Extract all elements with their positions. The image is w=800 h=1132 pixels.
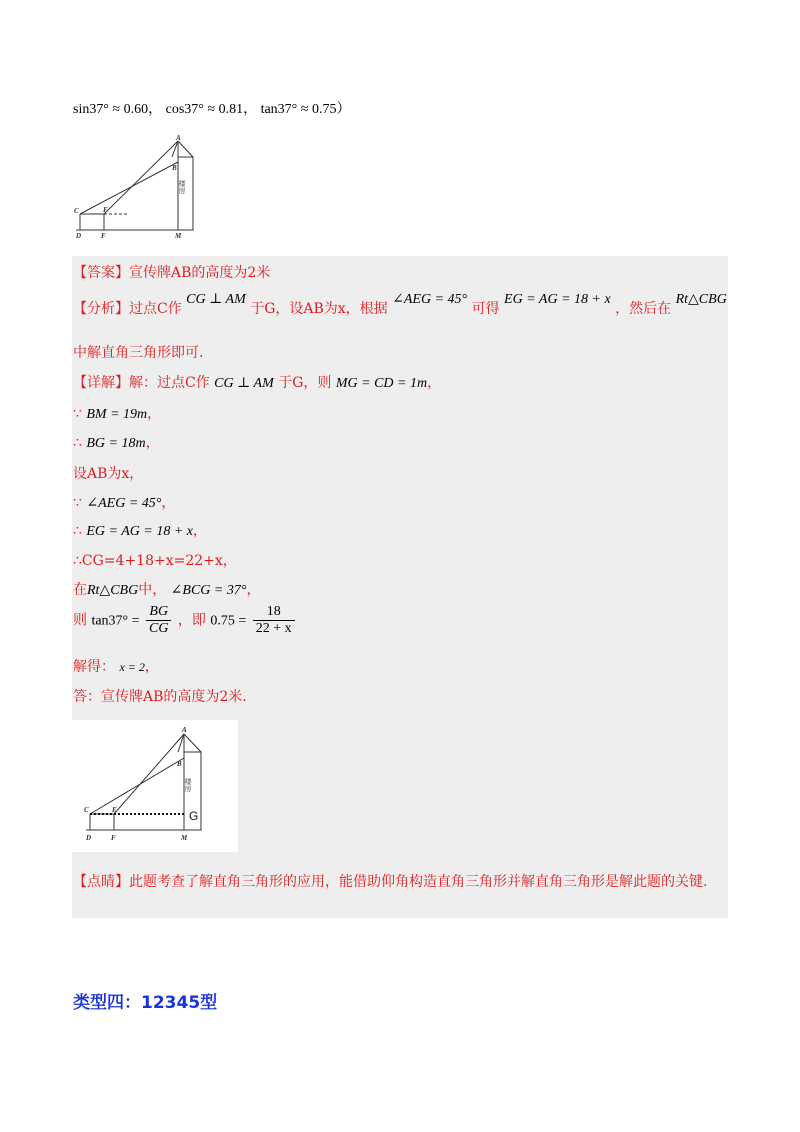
triangle-cbg: Rt△CBG bbox=[87, 583, 139, 598]
bg-line bbox=[73, 432, 160, 452]
detail-perp: CG ⊥ AM bbox=[214, 376, 274, 391]
comment-line bbox=[73, 871, 707, 891]
detail-text-2: 于G，则 bbox=[278, 375, 332, 391]
comment-text: 此题考查了解直角三角形的应用，能借助仰角构造直角三角形并解直角三角形是解此题的关键. bbox=[129, 874, 708, 890]
eg-eq: EG = AG = 18 + x bbox=[86, 524, 194, 539]
frac1-den: CG bbox=[149, 621, 169, 636]
analysis-perp: CG ⊥ AM bbox=[186, 292, 246, 307]
therefore-symbol-2: ∴ bbox=[73, 523, 82, 539]
bg-comma: ， bbox=[145, 435, 160, 451]
fig2-label-b: B bbox=[177, 760, 182, 768]
comment-tag: 【点睛】 bbox=[73, 874, 129, 890]
frac2-num: 18 bbox=[253, 604, 295, 621]
analysis-angle: ∠AEG = 45° bbox=[392, 292, 468, 307]
fig2-label-f: F bbox=[111, 834, 116, 842]
fig2-label-m: M bbox=[181, 834, 188, 842]
analysis-text-3: 可得 bbox=[471, 301, 500, 317]
label-f: F bbox=[101, 232, 106, 240]
solve-label: 解得： bbox=[73, 659, 115, 675]
therefore-symbol: ∴ bbox=[73, 435, 82, 451]
fig2-label-a: A bbox=[182, 726, 187, 734]
solve-value: x = 2 bbox=[119, 660, 145, 674]
label-d: D bbox=[76, 232, 82, 240]
set-x-line: 设AB为x， bbox=[73, 466, 144, 482]
triangle-line bbox=[73, 579, 260, 599]
detail-tag: 【详解】 bbox=[73, 375, 129, 391]
solution-figure bbox=[72, 722, 238, 850]
bcg-angle: ∠BCG = 37° bbox=[170, 583, 247, 598]
fig2-label-d: D bbox=[86, 834, 92, 842]
tan-line bbox=[73, 604, 297, 637]
line-ea bbox=[104, 141, 178, 214]
analysis-line bbox=[73, 292, 727, 318]
tan-lhs: tan37° = bbox=[91, 613, 140, 629]
detail-text-1: 解：过点C作 bbox=[129, 375, 210, 391]
aeg-comma: ， bbox=[161, 495, 176, 511]
bm-comma: ， bbox=[147, 406, 162, 422]
in-text: 在 bbox=[73, 582, 87, 598]
fig2-label-c: C bbox=[84, 806, 89, 814]
label-b: B bbox=[172, 164, 177, 172]
analysis-line-2: 中解直角三角形即可. bbox=[73, 345, 204, 361]
analysis-text-1: 过点C作 bbox=[129, 301, 182, 317]
answer-text: 宣传牌AB的高度为2米 bbox=[129, 265, 271, 281]
label-c: C bbox=[74, 207, 79, 215]
then-text: 则 bbox=[73, 612, 87, 629]
eg-line bbox=[73, 520, 207, 540]
label-m: M bbox=[175, 232, 182, 240]
aeg-eq: ∠AEG = 45° bbox=[86, 496, 162, 511]
analysis-triangle: Rt△CBG bbox=[675, 292, 727, 307]
bg-eq: BG = 18m bbox=[86, 436, 146, 451]
solve-line bbox=[73, 656, 159, 676]
because-symbol: ∵ bbox=[73, 406, 82, 422]
fig2-label-e: E bbox=[112, 806, 117, 814]
fig2-label-g: G bbox=[189, 809, 199, 823]
final-answer-line: 答：宣传牌AB的高度为2米. bbox=[73, 689, 247, 705]
ji-text: ，即 bbox=[177, 612, 206, 629]
analysis-equation: EG = AG = 18 + x bbox=[504, 292, 611, 307]
fig2-building-label: 楼房 bbox=[184, 778, 192, 792]
value-lhs: 0.75 = bbox=[210, 613, 247, 629]
label-e: E bbox=[103, 206, 108, 214]
bm-line bbox=[73, 403, 161, 423]
fraction-18 bbox=[253, 604, 295, 637]
section-heading: 类型四：12345型 bbox=[73, 993, 218, 1013]
bm-eq: BM = 19m bbox=[86, 407, 148, 422]
analysis-text-4: ，然后在 bbox=[615, 301, 672, 317]
problem-figure bbox=[72, 132, 202, 240]
bcg-comma: ， bbox=[246, 582, 261, 598]
building-label: 楼房 bbox=[178, 180, 186, 194]
line-cb bbox=[80, 162, 178, 214]
frac2-den: 22 + x bbox=[255, 621, 292, 636]
analysis-text-2: 于G，设AB为x，根据 bbox=[250, 301, 388, 317]
trig-values-note: sin37° ≈ 0.60， cos37° ≈ 0.81， tan37° ≈ 0.75） bbox=[73, 102, 351, 117]
detail-line-1 bbox=[73, 372, 441, 392]
because-symbol-2: ∵ bbox=[73, 495, 82, 511]
eg-comma: ， bbox=[193, 523, 208, 539]
in-text-2: 中， bbox=[138, 582, 167, 598]
label-a: A bbox=[176, 134, 181, 142]
frac1-num: BG bbox=[146, 604, 171, 621]
analysis-tag: 【分析】 bbox=[73, 301, 129, 317]
answer-tag: 【答案】 bbox=[73, 265, 129, 281]
solve-comma: ， bbox=[144, 659, 159, 675]
detail-mg-eq: MG = CD = 1m bbox=[335, 376, 428, 391]
fraction-bg-cg bbox=[146, 604, 171, 637]
detail-text-3: ， bbox=[427, 375, 442, 391]
cg-line: ∴CG=4+18+x=22+x， bbox=[73, 553, 237, 569]
answer-line bbox=[73, 262, 270, 282]
aeg-line bbox=[73, 492, 175, 512]
